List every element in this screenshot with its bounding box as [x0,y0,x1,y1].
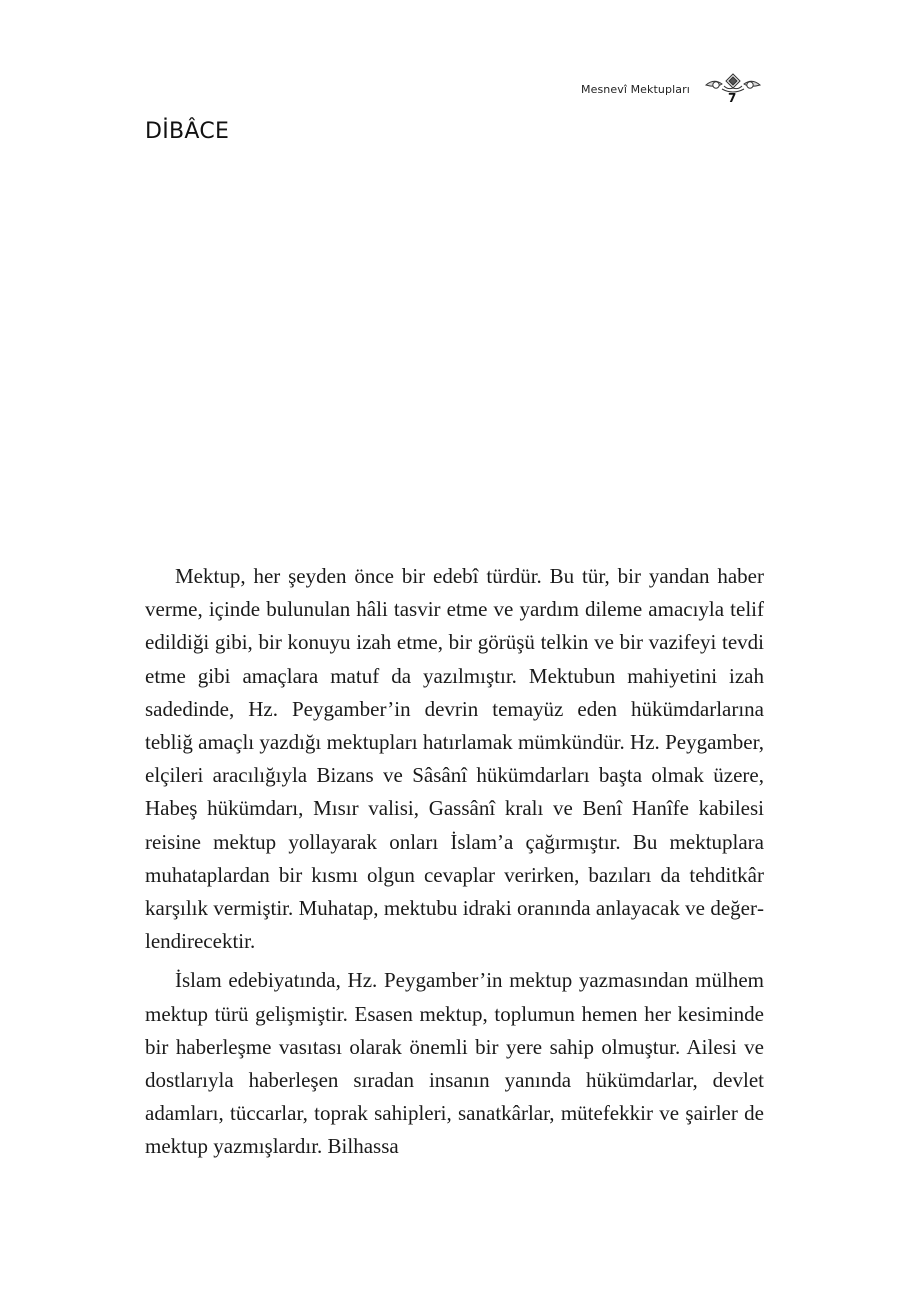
paragraph-2: İslam edebiyatında, Hz. Peygamber’in mektup yazmasından mülhem mektup türü gelişmiştir. Esasen mektup, toplumun hemen her kesiminde bir haberleşme vasıtası olarak önemli bir yere sahip olmuştur. Ailesi ve dostlarıyla haberleşen sıradan insanın yanında hükümdarlar, devlet adamları, tüccarlar, toprak sahipleri, sanatkârlar, mütefekkir ve şairler de mektup yazmışlardır. Bilhassa [145,968,764,1159]
running-header [560,80,760,120]
chapter-title: DİBÂCE [145,119,230,144]
paragraph-1: Mektup, her şeyden önce bir edebî türdür. Bu tür, bir yandan haber verme, içinde bulunulan hâli tasvir etme ve yardım dileme amacıyla telif edildiği gibi, bir konuyu izah etme, bir görüşü telkin ve bir vazifeyi tevdi etme gibi amaçlara matuf da yazılmıştır. Mektubun mahiyetini izah sadedinde, Hz. Peygamber’in devrin temayüz eden hükümdarlarına tebliğ amaçlı yazdığı mektupları hatırlamak mümkündür. Hz. Peygamber, elçileri aracılığıyla Bizans ve Sâsânî hükümdarları başta olmak üzere, Habeş hükümdarı, Mısır valisi, Gassânî kralı ve Benî Hanîfe kabilesi reisine mektup yollayarak onları İslam’a çağırmıştır. Bu mektuplara muhataplardan bir kısmı olgun cevaplar verirken, bazıları da tehditkâr karşılık vermiştir. Muhatap, mektubu idraki oranında anlayacak ve değerlendirecektir. [145,564,764,954]
running-title: Mesnevî Mektupları [581,83,690,96]
page-number: 7 [728,91,737,105]
body-text [145,560,764,1164]
